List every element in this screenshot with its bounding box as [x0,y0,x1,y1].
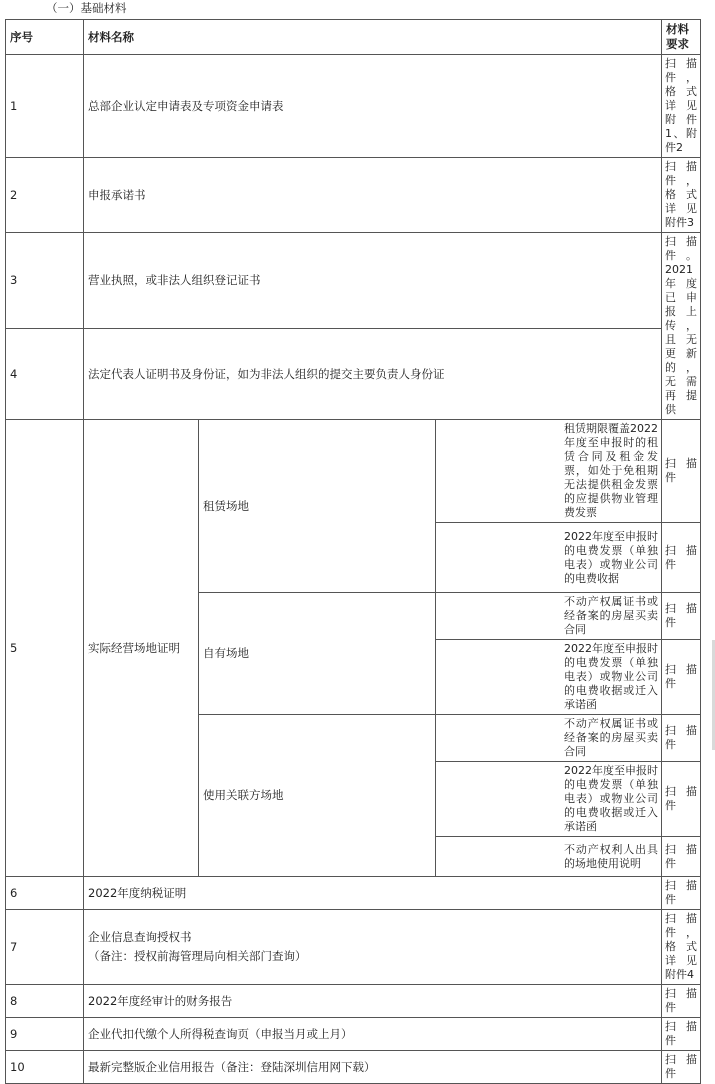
table-row [6,1018,701,1051]
related-detail-2: 2022年度至申报时的电费发票（单独电表）或物业公司的电费收据或迁入承诺函 [436,762,662,837]
table-row [6,910,701,985]
site-type-own: 自有场地 [199,593,436,715]
row-req: 扫描件，格式详见附件3 [662,158,701,233]
related-detail-3: 不动产权利人出具的场地使用说明 [436,837,662,877]
row-req-shared: 扫描件。2021年度已申报上传，且无更新的，无需再提供 [662,233,701,420]
row-name: 实际经营场地证明 [84,420,199,877]
table-row [6,1051,701,1084]
materials-table [5,19,701,1084]
row-no: 6 [6,877,84,910]
rent-req-1: 扫描件 [662,420,701,523]
own-detail-1: 不动产权属证书或经备案的房屋买卖合同 [436,593,662,640]
site-type-rent: 租赁场地 [199,420,436,593]
row-req: 扫描件，格式详见附件1、附件2 [662,55,701,158]
row-no: 9 [6,1018,84,1051]
header-name: 材料名称 [84,20,662,55]
row-no: 1 [6,55,84,158]
table-row [6,985,701,1018]
table-row [6,55,701,158]
site-type-related: 使用关联方场地 [199,715,436,877]
row-note: （备注：授权前海管理局向相关部门查询） [88,949,307,963]
row-name: 企业信息查询授权书 [88,930,192,944]
rent-req-2: 扫描件 [662,523,701,593]
table-row [6,877,701,910]
related-detail-1: 不动产权属证书或经备案的房屋买卖合同 [436,715,662,762]
table-row [6,329,701,420]
row-name: 申报承诺书 [84,158,662,233]
table-row [6,158,701,233]
row-req: 扫描件 [662,877,701,910]
rent-detail-2: 2022年度至申报时的电费发票（单独电表）或物业公司的电费收据 [436,523,662,593]
table-row [6,420,701,523]
own-detail-2: 2022年度至申报时的电费发票（单独电表）或物业公司的电费收据或迁入承诺函 [436,640,662,715]
row-name: 总部企业认定申请表及专项资金申请表 [84,55,662,158]
own-req-1: 扫描件 [662,593,701,640]
row-name-with-note [84,910,662,985]
row-no: 10 [6,1051,84,1084]
row-name: 2022年度经审计的财务报告 [84,985,662,1018]
row-name: 营业执照，或非法人组织登记证书 [84,233,662,329]
section-title: （一）基础材料 [46,1,127,15]
row-no: 5 [6,420,84,877]
row-name: 法定代表人证明书及身份证，如为非法人组织的提交主要负责人身份证 [84,329,662,420]
header-req: 材料要求 [662,20,701,55]
related-req-2: 扫描件 [662,762,701,837]
row-req: 扫描件，格式详见附件4 [662,910,701,985]
row-no: 8 [6,985,84,1018]
own-req-2: 扫描件 [662,640,701,715]
row-no: 3 [6,233,84,329]
header-no: 序号 [6,20,84,55]
related-req-3: 扫描件 [662,837,701,877]
row-req: 扫描件 [662,1018,701,1051]
row-name: 最新完整版企业信用报告（备注：登陆深圳信用网下载） [84,1051,662,1084]
row-name: 企业代扣代缴个人所得税查询页（申报当月或上月） [84,1018,662,1051]
table-header-row [6,20,701,55]
row-no: 2 [6,158,84,233]
related-req-1: 扫描件 [662,715,701,762]
rent-detail-1: 租赁期限覆盖2022年度至申报时的租赁合同及租金发票，如处于免租期无法提供租金发票的应提供物业管理费发票 [436,420,662,523]
row-no: 7 [6,910,84,985]
row-req: 扫描件 [662,1051,701,1084]
row-req: 扫描件 [662,985,701,1018]
row-no: 4 [6,329,84,420]
row-name: 2022年度纳税证明 [84,877,662,910]
table-row [6,233,701,329]
